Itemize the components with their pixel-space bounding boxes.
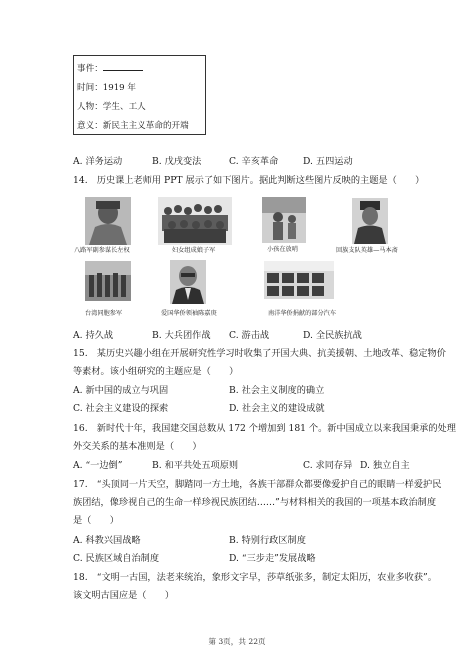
caption-zuo-quan: 八路军副参谋长左权: [74, 247, 130, 254]
q15-option-c: C. 社会主义建设的探索: [73, 403, 169, 414]
q17-option-d: D. “三步走”发展战略: [229, 553, 316, 564]
q14-stem: 14. 历史课上老师用 PPT 展示了如下图片。据此判断这些图片反映的主题是（ ）: [73, 175, 425, 186]
q16-option-d: D. 独立自主: [360, 460, 410, 471]
box-event-label: 事件：: [77, 64, 103, 74]
q16-line-2: 外交关系的基本准则是（ ）: [73, 441, 202, 452]
photo-ma-benzhai: [352, 198, 388, 244]
q13-option-c: C. 辛亥革命: [229, 156, 279, 167]
caption-donated-trucks: 南洋华侨捐献的部分汽车: [268, 310, 337, 317]
q14-option-c: C. 游击战: [229, 330, 270, 341]
q17-line-2: 族团结，像珍视自己的生命一样珍视民族团结……”与材料相关的我国的一项基本政治制度: [73, 497, 437, 508]
q15-line-1: 15. 某历史兴趣小组在开展研究性学习时收集了开国大典、抗美援朝、土地改革、稳定物价: [73, 348, 446, 359]
box-event-blank: [103, 62, 143, 71]
photo-zuo-quan: [85, 197, 131, 245]
q17-line-1: 17. “头顶同一片天空，脚踏同一方土地，各族干部群众都要像爱护自己的眼睛一样爱护民: [73, 479, 442, 490]
page-footer: 第 3页，共 22页: [208, 637, 266, 646]
caption-taiwan-volunteers: 台湾同胞参军: [85, 310, 123, 317]
q17-option-c: C. 民族区域自治制度: [73, 553, 160, 564]
q17-line-3: 是（ ）: [73, 515, 119, 526]
caption-tan-kah-kee: 爱国华侨领袖陈嘉庚: [161, 310, 217, 317]
box-event-line: [77, 62, 143, 75]
q15-option-a: A. 新中国的成立与巩固: [73, 385, 169, 396]
q13-option-b: B. 戊戌变法: [152, 156, 202, 167]
box-meaning-line: 意义：新民主主义革命的开端: [77, 121, 189, 131]
caption-child-sentry: 小孩在放哨: [267, 246, 298, 253]
photo-tan-kah-kee: [170, 260, 206, 304]
photo-taiwan-volunteers: [85, 261, 131, 301]
q13-option-a: A. 洋务运动: [73, 156, 123, 167]
photo-child-sentry: [262, 197, 306, 243]
q17-option-a: A. 科教兴国战略: [73, 535, 141, 546]
q15-line-2: 等素材。该小组研究的主题应是（ ）: [73, 366, 239, 377]
box-people-line: 人物：学生、工人: [77, 102, 146, 112]
photo-women-army: [158, 197, 232, 245]
q16-line-1: 16. 新时代十年，我国建交国总数从 172 个增加到 181 个。新中国成立以来我国秉承的处理: [73, 423, 456, 434]
q16-option-c: C. 求同存异: [303, 460, 353, 471]
q14-option-a: A. 持久战: [73, 330, 114, 341]
q16-option-b: B. 和平共处五项原则: [152, 460, 239, 471]
q18-line-1: 18. “文明一古国，法老来统治，象形文字早，莎草纸张多，制定太阳历，农业多收获”。: [73, 572, 437, 583]
q18-line-2: 该文明古国应是（ ）: [73, 590, 175, 601]
box-time-line: 时间：1919 年: [77, 83, 136, 93]
caption-ma-benzhai: 回族支队英雄—马本斋: [336, 247, 398, 254]
q17-option-b: B. 特别行政区制度: [229, 535, 306, 546]
info-box: [73, 55, 206, 135]
caption-women-army: 妇女组成娘子军: [172, 247, 216, 254]
q15-option-b: B. 社会主义制度的确立: [229, 385, 325, 396]
photo-donated-trucks: [264, 261, 334, 299]
q13-option-d: D. 五四运动: [303, 156, 353, 167]
q14-option-d: D. 全民族抗战: [303, 330, 362, 341]
q15-option-d: D. 社会主义的建设成就: [229, 403, 325, 414]
q16-option-a: A. “一边倒”: [73, 460, 123, 471]
q14-option-b: B. 大兵团作战: [152, 330, 211, 341]
